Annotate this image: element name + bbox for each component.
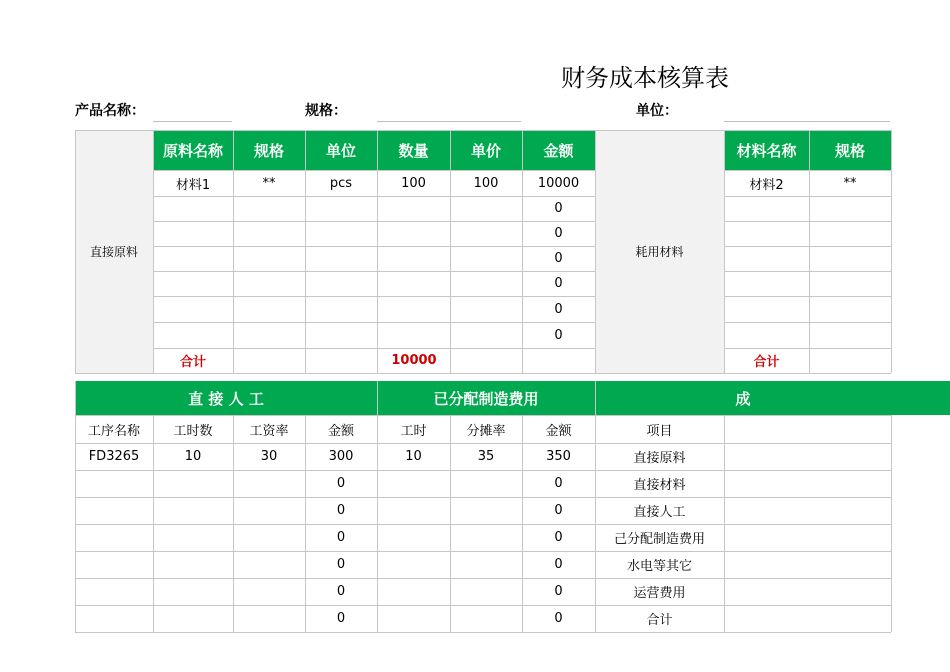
materials-cell[interactable] [305, 322, 377, 348]
materials-cell[interactable]: 100 [401, 175, 426, 191]
grid-line [153, 322, 595, 323]
labor-cell[interactable] [75, 578, 153, 605]
grid-line [75, 443, 891, 444]
grid-line [153, 221, 595, 222]
materials-cell[interactable] [450, 246, 522, 271]
cost-item-label: 合计 [646, 613, 673, 628]
materials-cell[interactable] [377, 296, 450, 322]
labor-cell[interactable]: 0 [554, 503, 563, 518]
grid-line [233, 415, 234, 632]
labor-column-header: 分摊率 [466, 423, 506, 439]
grid-line [75, 497, 891, 498]
direct-labor-section-header: 直 接 人 工 [75, 381, 377, 415]
materials-cell[interactable] [450, 221, 522, 246]
grid-line [75, 524, 891, 525]
labor-cell[interactable]: 0 [336, 557, 346, 572]
labor-cell[interactable]: 0 [554, 476, 563, 491]
labor-cell[interactable] [377, 551, 450, 578]
materials-column-header: 单价 [450, 130, 522, 170]
consumables-cell[interactable] [809, 221, 891, 246]
labor-cell[interactable]: 350 [546, 449, 571, 464]
cost-item-value[interactable] [724, 443, 891, 470]
grid-line [595, 130, 596, 373]
materials-cell[interactable] [153, 271, 233, 296]
labor-cell[interactable] [233, 470, 305, 497]
grid-line [75, 605, 891, 606]
labor-cell[interactable] [153, 524, 233, 551]
grid-line [724, 246, 891, 247]
labor-cell[interactable] [377, 605, 450, 632]
spec-field[interactable] [377, 121, 521, 122]
materials-total-value: 10000 [391, 353, 437, 368]
labor-cell[interactable] [233, 524, 305, 551]
grid-line [153, 348, 595, 349]
consumables-cell[interactable] [809, 296, 891, 322]
unit-label: 单位： [636, 103, 678, 119]
materials-cell[interactable] [450, 296, 522, 322]
grid-line [75, 381, 76, 632]
cost-item-value[interactable] [724, 524, 891, 551]
labor-cell[interactable] [75, 551, 153, 578]
labor-cell[interactable] [75, 605, 153, 632]
labor-cell[interactable] [233, 605, 305, 632]
consumables-cell[interactable] [809, 322, 891, 348]
grid-line [305, 415, 306, 632]
materials-cell[interactable] [450, 196, 522, 221]
materials-column-header: 单位 [305, 130, 377, 170]
cost-item-value[interactable] [724, 470, 891, 497]
materials-cell[interactable] [377, 271, 450, 296]
labor-cell[interactable]: 0 [554, 557, 563, 572]
labor-cell[interactable] [377, 497, 450, 524]
labor-cell[interactable]: 0 [336, 584, 346, 599]
labor-cell[interactable] [153, 470, 233, 497]
labor-cell[interactable] [377, 578, 450, 605]
labor-cell[interactable] [450, 551, 522, 578]
grid-line [809, 130, 810, 373]
grid-line [724, 322, 891, 323]
grid-line [522, 415, 523, 632]
labor-cell[interactable]: 0 [554, 584, 563, 599]
labor-cell[interactable]: 0 [336, 503, 346, 518]
materials-cell[interactable] [153, 296, 233, 322]
consumables-column-header: 材料名称 [724, 130, 809, 170]
grid-line [75, 470, 891, 471]
grid-line [724, 196, 891, 197]
labor-cell[interactable]: 300 [328, 449, 354, 464]
consumables-cell[interactable]: 材料2 [749, 177, 784, 193]
spec-label: 规格： [305, 103, 347, 119]
materials-column-header: 数量 [377, 130, 450, 170]
materials-cell[interactable] [153, 322, 233, 348]
labor-cell[interactable]: 10 [405, 449, 422, 464]
consumables-section-label: 耗用材料 [595, 130, 724, 373]
labor-cell[interactable]: 0 [336, 611, 346, 626]
cost-item-value[interactable] [724, 551, 891, 578]
labor-cell[interactable] [450, 605, 522, 632]
materials-column-header: 规格 [233, 130, 305, 170]
materials-cell[interactable] [305, 296, 377, 322]
labor-cell[interactable] [153, 578, 233, 605]
materials-cell[interactable]: 0 [554, 226, 563, 241]
materials-cell[interactable]: 0 [554, 276, 563, 291]
materials-cell[interactable] [377, 196, 450, 221]
labor-cell[interactable]: 0 [554, 611, 563, 626]
sheet-title: 财务成本核算表 [561, 64, 729, 92]
product-name-label: 产品名称： [75, 103, 145, 119]
labor-cell[interactable] [377, 524, 450, 551]
consumables-column-header: 规格 [809, 130, 891, 170]
grid-line [724, 296, 891, 297]
materials-cell[interactable] [305, 271, 377, 296]
consumables-cell[interactable] [724, 271, 809, 296]
materials-cell[interactable]: pcs [329, 175, 353, 191]
materials-cell[interactable]: 10000 [537, 175, 580, 191]
consumables-cell[interactable] [724, 322, 809, 348]
grid-line [377, 381, 378, 632]
materials-cell[interactable] [233, 196, 305, 221]
materials-column-header: 原料名称 [153, 130, 233, 170]
cost-item-label: 直接材料 [633, 478, 686, 493]
labor-column-header: 金额 [545, 423, 572, 439]
labor-cell[interactable] [450, 578, 522, 605]
grid-line [522, 130, 523, 373]
labor-cell[interactable]: 35 [477, 449, 495, 464]
materials-cell[interactable] [450, 322, 522, 348]
labor-cell[interactable] [450, 497, 522, 524]
labor-cell[interactable]: 10 [184, 449, 202, 464]
labor-column-header: 工资率 [249, 423, 289, 439]
labor-column-header: 项目 [646, 423, 673, 439]
cost-item-value[interactable] [724, 605, 891, 632]
overhead-section-header: 已分配制造费用 [377, 381, 595, 415]
labor-cell[interactable]: 30 [260, 449, 278, 464]
grid-line [75, 632, 891, 633]
grid-line [153, 246, 595, 247]
materials-cell[interactable]: ** [262, 175, 276, 191]
consumables-cell[interactable]: ** [843, 175, 857, 191]
labor-cell[interactable] [153, 497, 233, 524]
materials-column-header: 金额 [522, 130, 595, 170]
grid-line [377, 130, 378, 373]
materials-cell[interactable]: 0 [554, 251, 563, 266]
labor-column-header: 工时数 [173, 423, 213, 439]
grid-line [233, 130, 234, 373]
cost-item-label: 运营费用 [633, 586, 686, 601]
grid-line [305, 130, 306, 373]
grid-line [724, 130, 725, 373]
cost-item-value[interactable] [724, 578, 891, 605]
cost-item-label: 直接原料 [633, 451, 686, 466]
grid-line [75, 551, 891, 552]
grid-line [450, 415, 451, 632]
grid-line [75, 130, 891, 131]
consumables-cell[interactable] [809, 271, 891, 296]
materials-cell[interactable]: 0 [554, 301, 563, 317]
grid-line [75, 373, 891, 374]
cost-item-label: 直接人工 [633, 505, 686, 520]
grid-line [891, 415, 892, 632]
labor-cell[interactable] [233, 578, 305, 605]
materials-cell[interactable] [153, 221, 233, 246]
labor-cell[interactable] [377, 470, 450, 497]
materials-cell[interactable] [305, 196, 377, 221]
materials-cell[interactable] [233, 271, 305, 296]
labor-cell[interactable] [450, 524, 522, 551]
labor-cell[interactable] [75, 497, 153, 524]
grid-line [153, 296, 595, 297]
consumables-cell[interactable] [724, 246, 809, 271]
grid-line [450, 130, 451, 373]
materials-cell[interactable] [233, 296, 305, 322]
grid-line [595, 381, 596, 632]
materials-cell[interactable] [450, 271, 522, 296]
labor-cell[interactable] [450, 470, 522, 497]
product-name-field[interactable] [153, 121, 232, 122]
materials-cell[interactable] [233, 322, 305, 348]
materials-cell[interactable] [377, 322, 450, 348]
grid-line [153, 271, 595, 272]
labor-cell[interactable] [75, 524, 153, 551]
labor-cell[interactable]: 0 [336, 530, 346, 545]
grid-line [724, 221, 891, 222]
labor-cell[interactable] [75, 470, 153, 497]
grid-line [724, 415, 725, 632]
cost-summary-section-header: 成 [595, 381, 891, 415]
materials-cell[interactable]: 100 [473, 175, 499, 191]
materials-cell[interactable] [233, 246, 305, 271]
materials-cell[interactable]: 0 [554, 327, 563, 343]
grid-line [153, 196, 595, 197]
materials-cell[interactable] [153, 196, 233, 221]
cost-item-value[interactable] [724, 497, 891, 524]
materials-cell[interactable]: 材料1 [175, 177, 211, 193]
grid-line [724, 170, 891, 171]
labor-column-header: 金额 [327, 423, 354, 439]
labor-cell[interactable] [153, 605, 233, 632]
cost-item-label: 水电等其它 [626, 559, 692, 574]
labor-cell[interactable] [233, 497, 305, 524]
materials-cell[interactable] [153, 246, 233, 271]
grid-line [724, 271, 891, 272]
materials-cell[interactable] [233, 221, 305, 246]
materials-cell[interactable] [377, 221, 450, 246]
cost-item-label: 己分配制造费用 [613, 532, 705, 547]
grid-line [891, 130, 892, 373]
labor-cell[interactable] [153, 551, 233, 578]
materials-cell[interactable]: 0 [554, 201, 563, 216]
grid-line [153, 130, 154, 373]
grid-line [153, 415, 154, 632]
labor-column-header: 工序名称 [87, 423, 140, 439]
materials-cell[interactable] [305, 221, 377, 246]
consumables-cell[interactable] [724, 221, 809, 246]
labor-column-header: 工时 [400, 423, 427, 439]
labor-cell[interactable]: FD3265 [88, 449, 140, 464]
materials-total-label: 合计 [179, 355, 206, 370]
grid-line [75, 415, 891, 416]
grid-line [724, 348, 891, 349]
consumables-cell[interactable] [809, 246, 891, 271]
materials-cell[interactable] [305, 246, 377, 271]
consumables-cell[interactable] [724, 196, 809, 221]
grid-line [75, 130, 76, 373]
direct-materials-section-label: 直接原料 [75, 130, 153, 373]
consumables-cell[interactable] [724, 296, 809, 322]
labor-cell[interactable]: 0 [554, 530, 563, 545]
labor-cell[interactable]: 0 [336, 476, 346, 491]
materials-cell[interactable] [377, 246, 450, 271]
labor-cell[interactable] [233, 551, 305, 578]
consumables-cell[interactable] [809, 196, 891, 221]
unit-field[interactable] [724, 121, 890, 122]
consumables-total-label: 合计 [753, 355, 780, 370]
grid-line [75, 578, 891, 579]
grid-line [153, 170, 595, 171]
